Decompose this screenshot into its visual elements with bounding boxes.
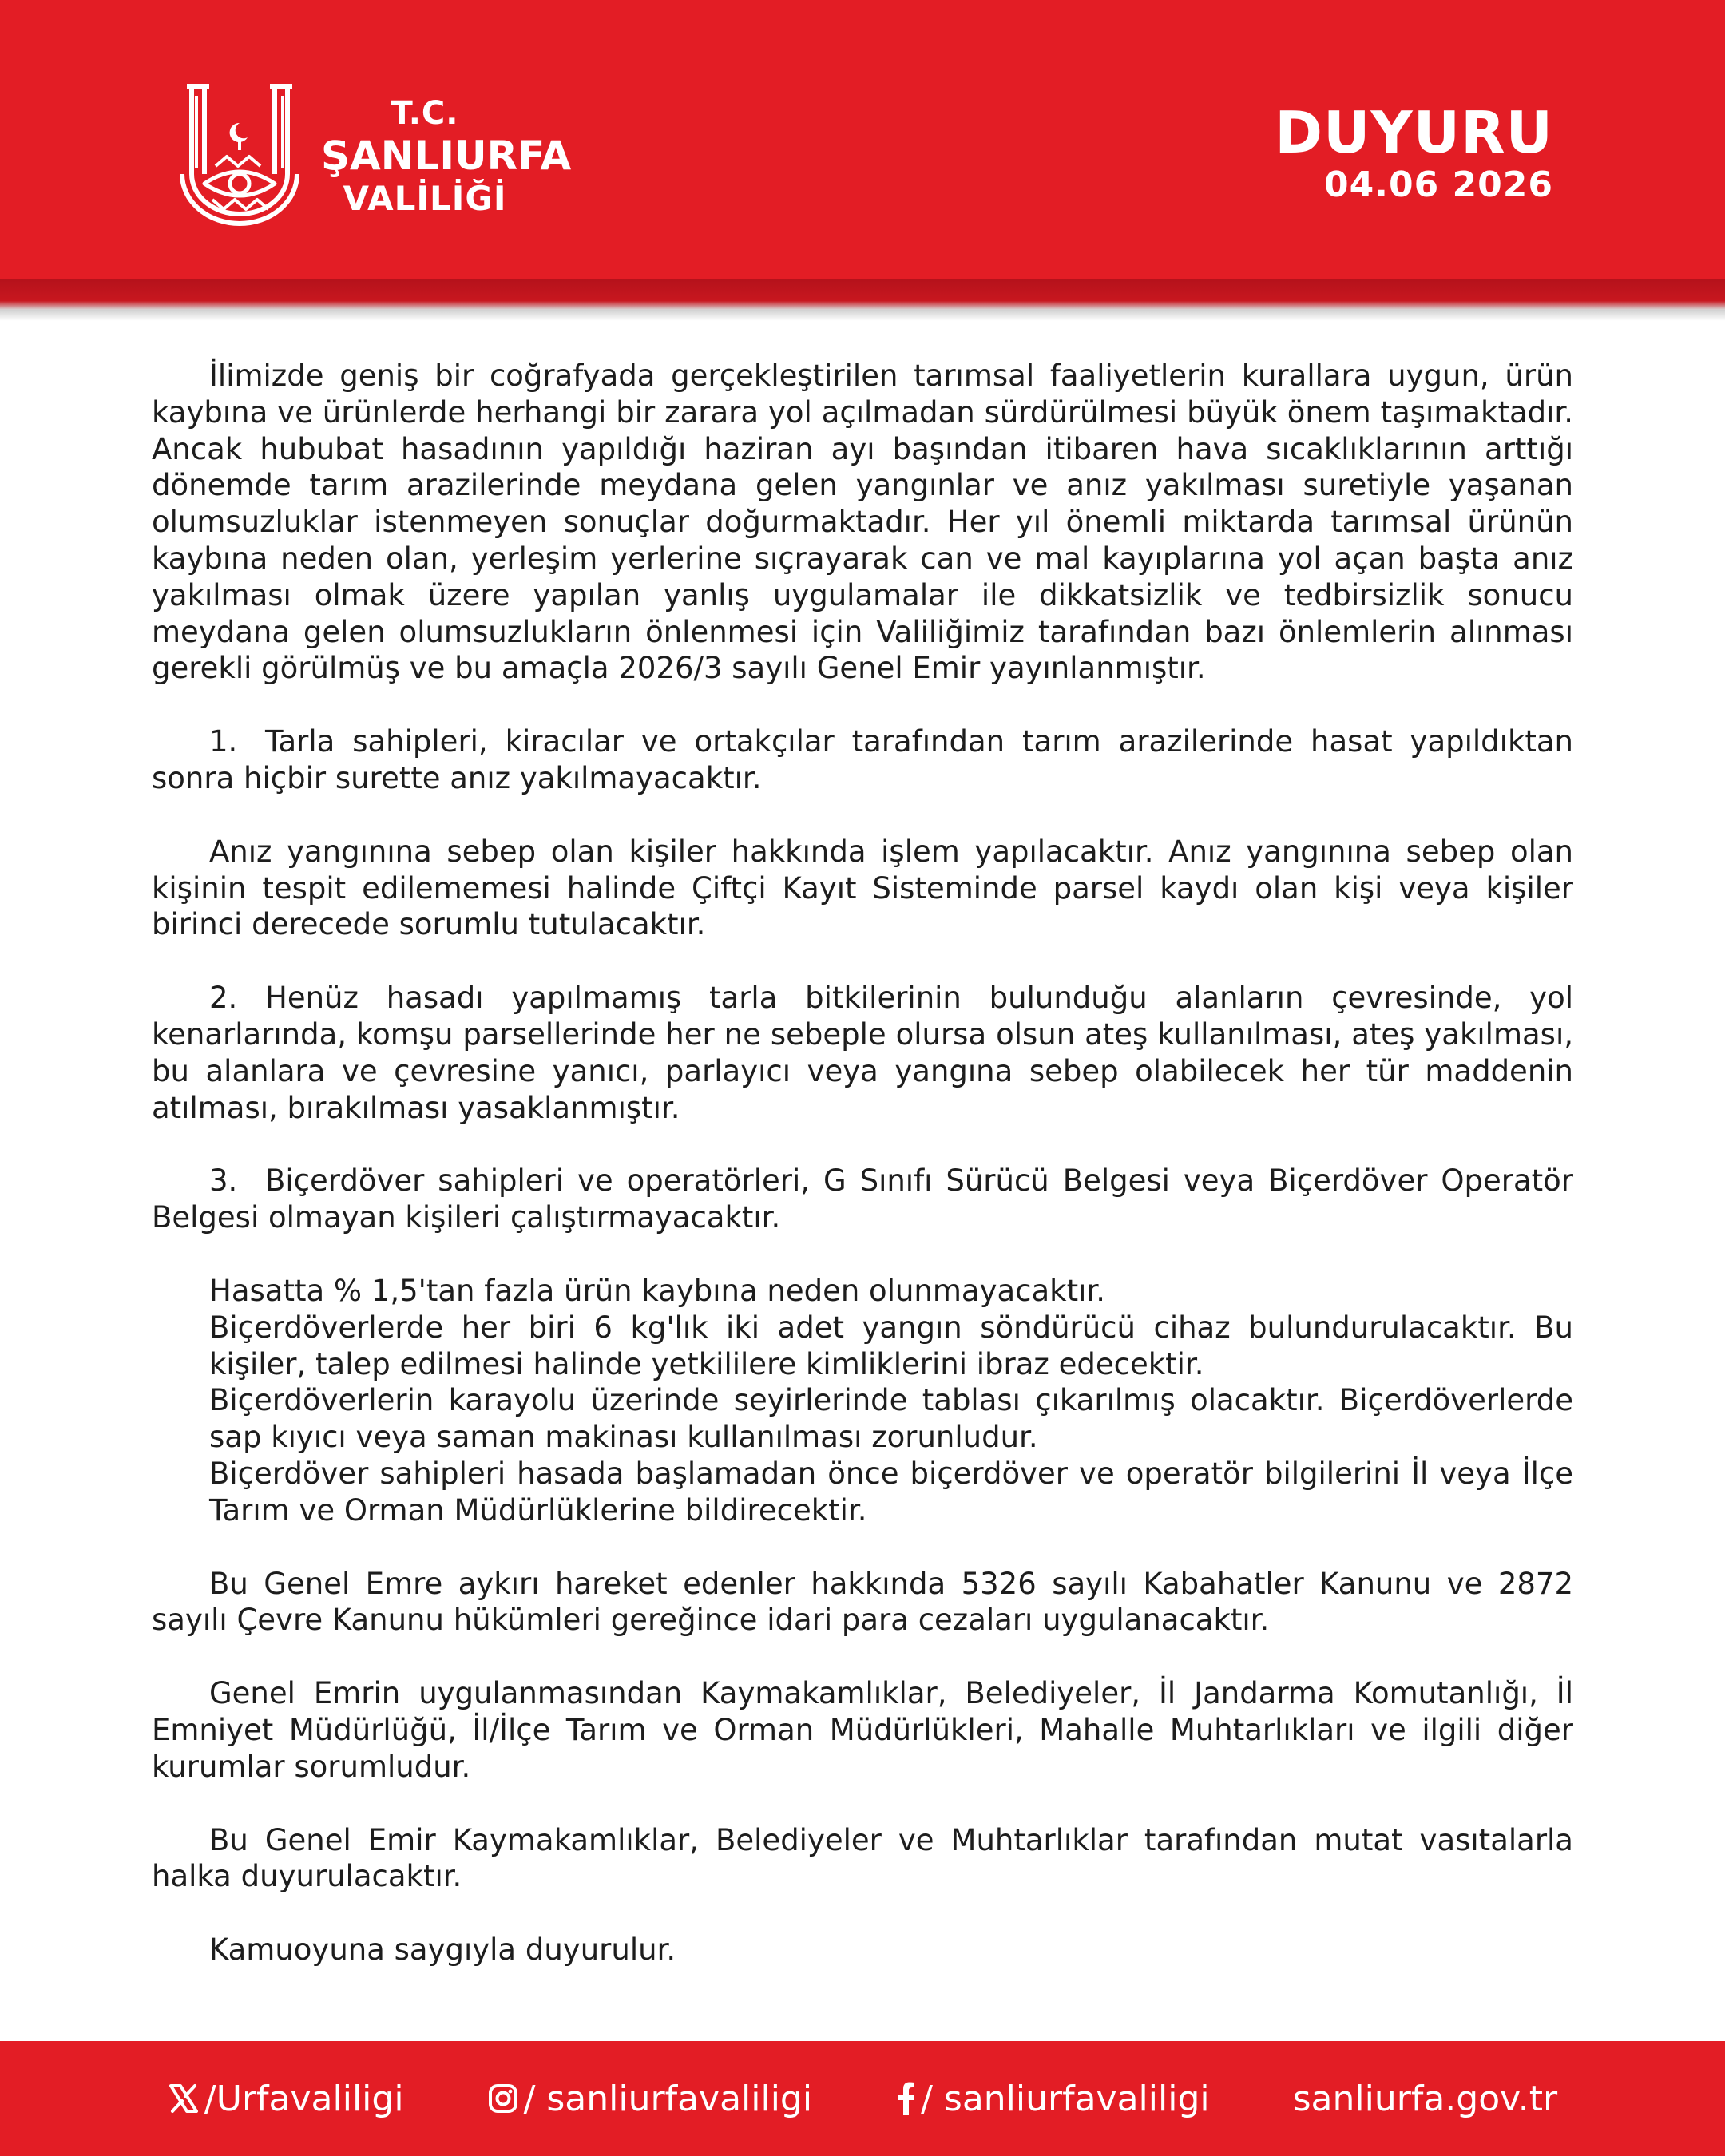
sanliurfa-emblem-icon bbox=[176, 80, 303, 232]
item-3-sub-1: Hasatta % 1,5'tan fazla ürün kaybına neden olunmayacaktır. bbox=[209, 1273, 1105, 1308]
x-logo-icon bbox=[168, 2083, 200, 2114]
item-1-text: Tarla sahipleri, kiracılar ve ortakçılar tarafından tarım arazilerinde hasat yapıldıktan sonra hiçbir surette anız yakılmayacaktır. bbox=[152, 724, 1573, 795]
x-link[interactable] bbox=[168, 2079, 404, 2119]
facebook-link[interactable] bbox=[895, 2079, 1210, 2119]
penalty-paragraph: Bu Genel Emre aykırı hareket edenler hakkında 5326 sayılı Kabahatler Kanunu ve 2872 sayılı Çevre Kanunu hükümleri gereğince idari para cezaları uygulanacaktır. bbox=[152, 1566, 1573, 1638]
announcement-title: DUYURU bbox=[1275, 99, 1553, 166]
x-handle: /Urfavaliligi bbox=[204, 2078, 404, 2119]
item-1 bbox=[152, 723, 1573, 797]
item-3 bbox=[152, 1163, 1573, 1236]
item-2-text: Henüz hasadı yapılmamış tarla bitkilerinin bulunduğu alanların çevresinde, yol kenarlarında, komşu parsellerinde her ne sebeple olursa olsun ateş kullanılması, ateş yakılması, bu alanlara ve çevresine yanıcı, parlayıcı veya yangına sebep olabilecek her tür maddenin atılması, bırakılması yasaklanmıştır. bbox=[152, 981, 1573, 1125]
announcement-body bbox=[152, 358, 1573, 1968]
responsibility-paragraph: Genel Emrin uygulanmasından Kaymakamlıklar, Belediyeler, İl Jandarma Komutanlığı, İl Emniyet Müdürlüğü, İl/İlçe Tarım ve Orman Müdürlükleri, Mahalle Muhtarlıkları ve ilgili diğer kurumlar sorumludur. bbox=[152, 1676, 1573, 1784]
announcement-date: 04.06 2026 bbox=[1324, 164, 1553, 205]
announcement-heading bbox=[1275, 100, 1553, 205]
instagram-link[interactable] bbox=[487, 2079, 813, 2119]
header-shadow bbox=[0, 310, 1725, 321]
item-1-number: 1. bbox=[209, 724, 238, 759]
item-3-number: 3. bbox=[209, 1163, 238, 1199]
instagram-icon bbox=[487, 2083, 519, 2114]
logo-valilik: VALİLİĞİ bbox=[343, 179, 507, 218]
item-3-sub-4: Biçerdöver sahipleri hasada başlamadan önce biçerdöver ve operatör bilgilerini İl veya İlçe Tarım ve Orman Müdürlüklerine bildirecektir. bbox=[209, 1456, 1573, 1528]
facebook-handle: / sanliurfavaliligi bbox=[921, 2078, 1210, 2119]
item-2-number: 2. bbox=[209, 981, 238, 1016]
item-3-sub-3: Biçerdöverlerin karayolu üzerinde seyirlerinde tablası çıkarılmış olacaktır. Biçerdöverlerde sap kıyıcı veya saman makinası kullanılması zorunludur. bbox=[209, 1383, 1573, 1455]
facebook-icon bbox=[895, 2082, 916, 2115]
item-3-text: Biçerdöver sahipleri ve operatörleri, G Sınıfı Sürücü Belgesi veya Biçerdöver Operatör Belgesi olmayan kişileri çalıştırmayacaktır. bbox=[152, 1163, 1573, 1235]
publication-paragraph: Bu Genel Emir Kaymakamlıklar, Belediyeler ve Muhtarlıklar tarafından mutat vasıtalarla halka duyurulacaktır. bbox=[152, 1822, 1573, 1894]
instagram-handle: / sanliurfavaliligi bbox=[523, 2078, 813, 2119]
logo-wordmark bbox=[321, 94, 572, 219]
header-banner bbox=[0, 0, 1725, 279]
footer-banner bbox=[0, 2041, 1725, 2156]
intro-paragraph: İlimizde geniş bir coğrafyada gerçekleştirilen tarımsal faaliyetlerin kurallara uygun, ürün kaybına ve ürünlerde herhangi bir zarara yol açılmadan sürdürülmesi büyük önem taşımaktadır. Ancak hububat hasadının yapıldığı haziran ayı başından itibaren hava sıcaklıklarının arttığı dönemde tarım arazilerinde meydana gelen yangınlar ve anız yakılması suretiyle yaşanan olumsuzluklar istenmeyen sonuçlar doğurmaktadır. Her yıl önemli miktarda tarımsal ürünün kaybına neden olan, yerleşim yerlerine sıçrayarak can ve mal kayıplarına yol açan başta anız yakılması olmak üzere yapılan yanlış uygulamalar ile dikkatsizlik ve tedbirsizlik sonucu meydana gelen olumsuzlukların önlenmesi için Valiliğimiz tarafından bazı önlemlerin alınması gerekli görülmüş ve bu amaçla 2026/3 sayılı Genel Emir yayınlanmıştır. bbox=[152, 359, 1573, 686]
item-1-note: Anız yangınına sebep olan kişiler hakkında işlem yapılacaktır. Anız yangınına sebep olan kişinin tespit edilememesi halinde Çiftçi Kayıt Sisteminde parsel kaydı olan kişi veya kişiler birinci derecede sorumlu tutulacaktır. bbox=[152, 834, 1573, 942]
social-links bbox=[0, 2041, 1725, 2156]
logo-city: ŞANLIURFA bbox=[321, 133, 572, 179]
logo-tc: T.C. bbox=[391, 95, 459, 132]
website-link[interactable] bbox=[1293, 2079, 1557, 2119]
item-3-sub-2: Biçerdöverlerde her biri 6 kg'lık iki adet yangın söndürücü cihaz bulundurulacaktır. Bu kişiler, talep edilmesi halinde yetkililere kimliklerini ibraz edecektir. bbox=[209, 1310, 1573, 1381]
item-2 bbox=[152, 980, 1573, 1126]
website-url: sanliurfa.gov.tr bbox=[1292, 2078, 1558, 2119]
closing-line: Kamuoyuna saygıyla duyurulur. bbox=[209, 1932, 676, 1968]
header-divider-band bbox=[0, 279, 1725, 310]
